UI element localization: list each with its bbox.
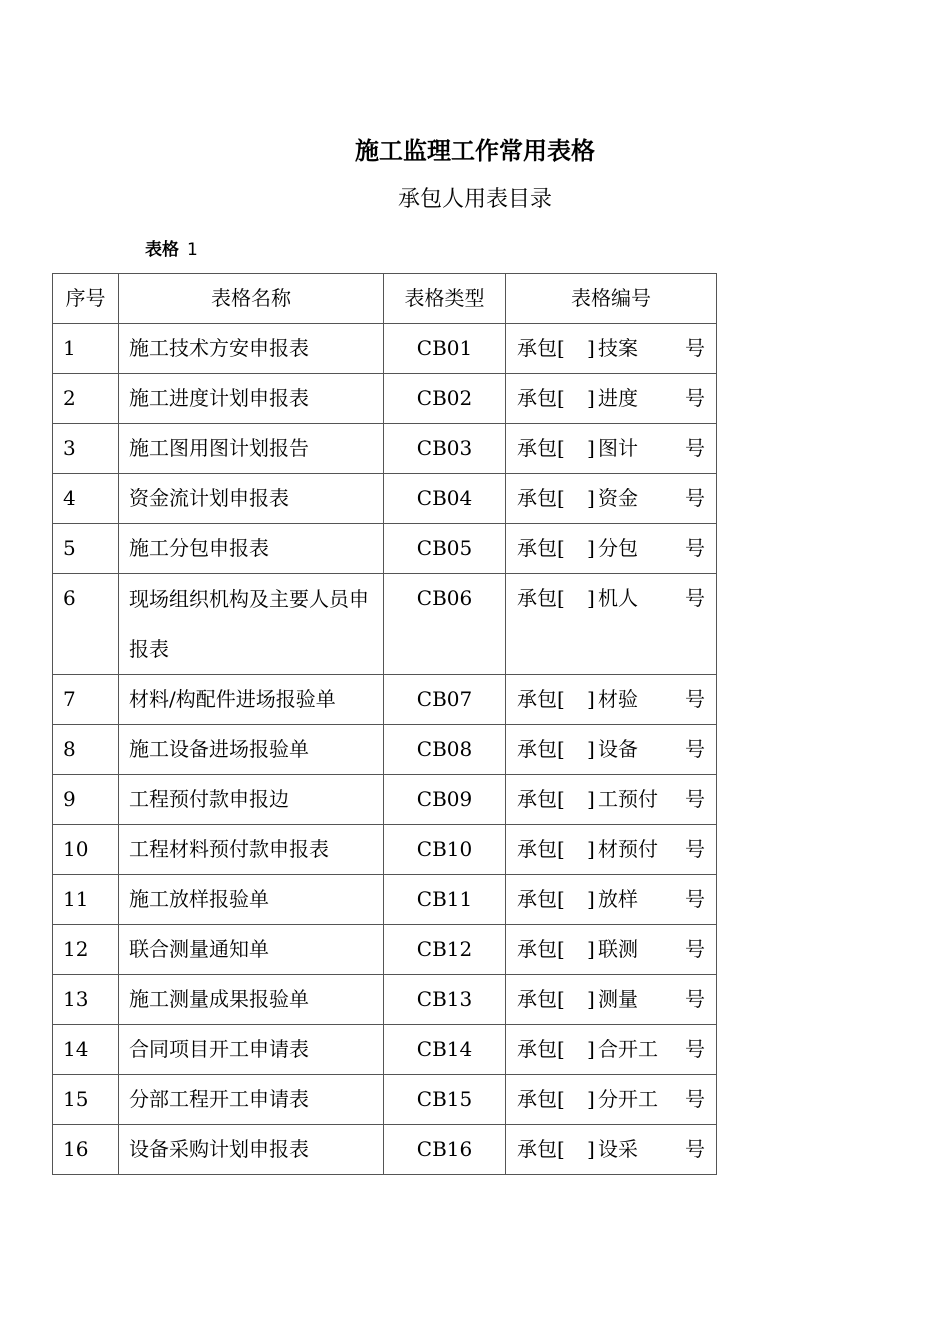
cell-form-name: 施工放样报验单 (119, 875, 384, 925)
cell-form-name: 工程预付款申报边 (119, 775, 384, 825)
table-row (53, 424, 717, 474)
table-row (53, 825, 717, 875)
table-row (53, 1075, 717, 1125)
table-caption (145, 236, 198, 264)
table-row (53, 725, 717, 775)
cell-form-name: 资金流计划申报表 (119, 474, 384, 524)
code-suffix: 号 (685, 1037, 705, 1061)
code-bracket: ] (587, 687, 595, 711)
cell-form-type: CB10 (384, 825, 506, 875)
table-row (53, 925, 717, 975)
code-prefix: 承包[ (517, 737, 565, 761)
cell-form-type: CB06 (384, 574, 506, 675)
cell-form-name: 施工进度计划申报表 (119, 374, 384, 424)
code-bracket: ] (587, 386, 595, 410)
cell-form-type: CB13 (384, 975, 506, 1025)
cell-no: 12 (53, 925, 119, 975)
code-suffix: 号 (685, 536, 705, 560)
code-prefix: 承包[ (517, 336, 565, 360)
cell-no: 13 (53, 975, 119, 1025)
cell-form-code (506, 875, 717, 925)
cell-form-type: CB05 (384, 524, 506, 574)
table-row (53, 1125, 717, 1175)
code-bracket: ] (587, 586, 595, 610)
cell-form-type: CB16 (384, 1125, 506, 1175)
code-suffix: 号 (685, 937, 705, 961)
cell-form-name: 现场组织机构及主要人员申报表 (119, 574, 384, 675)
cell-form-name: 联合测量通知单 (119, 925, 384, 975)
code-suffix: 号 (685, 436, 705, 460)
cell-form-code (506, 1075, 717, 1125)
table-row (53, 374, 717, 424)
code-prefix: 承包[ (517, 787, 565, 811)
code-bracket: ] (587, 536, 595, 560)
code-bracket: ] (587, 486, 595, 510)
cell-form-type: CB14 (384, 1025, 506, 1075)
code-abbreviation: 分开工 (598, 1087, 658, 1111)
code-abbreviation: 联测 (598, 937, 638, 961)
code-abbreviation: 工预付 (598, 787, 658, 811)
cell-form-code (506, 1125, 717, 1175)
cell-form-name: 施工技术方安申报表 (119, 324, 384, 374)
cell-form-type: CB02 (384, 374, 506, 424)
cell-form-name: 施工分包申报表 (119, 524, 384, 574)
cell-form-type: CB09 (384, 775, 506, 825)
cell-form-type: CB08 (384, 725, 506, 775)
cell-no: 5 (53, 524, 119, 574)
code-abbreviation: 机人 (598, 586, 638, 610)
code-suffix: 号 (685, 586, 705, 610)
cell-form-code (506, 324, 717, 374)
code-abbreviation: 材验 (598, 687, 638, 711)
page-subtitle: 承包人用表目录 (397, 187, 552, 212)
table-row (53, 474, 717, 524)
code-bracket: ] (587, 887, 595, 911)
code-bracket: ] (587, 1087, 595, 1111)
table-row (53, 675, 717, 725)
cell-form-code (506, 524, 717, 574)
table-row (53, 574, 717, 675)
cell-no: 7 (53, 675, 119, 725)
code-abbreviation: 材预付 (598, 837, 658, 861)
cell-form-type: CB15 (384, 1075, 506, 1125)
cell-no: 14 (53, 1025, 119, 1075)
cell-form-code (506, 1025, 717, 1075)
cell-form-code (506, 374, 717, 424)
forms-table (52, 273, 717, 1175)
cell-form-code (506, 975, 717, 1025)
code-suffix: 号 (685, 486, 705, 510)
code-prefix: 承包[ (517, 837, 565, 861)
table-row (53, 1025, 717, 1075)
cell-form-code (506, 424, 717, 474)
code-prefix: 承包[ (517, 386, 565, 410)
table-body (53, 324, 717, 1175)
cell-no: 8 (53, 725, 119, 775)
code-bracket: ] (587, 837, 595, 861)
code-bracket: ] (587, 987, 595, 1011)
code-prefix: 承包[ (517, 586, 565, 610)
cell-form-name: 设备采购计划申报表 (119, 1125, 384, 1175)
cell-no: 3 (53, 424, 119, 474)
code-prefix: 承包[ (517, 937, 565, 961)
page-title: 施工监理工作常用表格 (355, 136, 595, 165)
cell-form-name: 施工设备进场报验单 (119, 725, 384, 775)
cell-form-code (506, 775, 717, 825)
cell-form-type: CB11 (384, 875, 506, 925)
cell-form-code (506, 675, 717, 725)
code-suffix: 号 (685, 887, 705, 911)
cell-form-code (506, 725, 717, 775)
cell-no: 6 (53, 574, 119, 675)
code-prefix: 承包[ (517, 887, 565, 911)
code-suffix: 号 (685, 687, 705, 711)
table-caption-label: 表格 (145, 240, 179, 260)
cell-form-type: CB04 (384, 474, 506, 524)
table-row (53, 875, 717, 925)
table-row (53, 775, 717, 825)
code-suffix: 号 (685, 837, 705, 861)
code-prefix: 承包[ (517, 1087, 565, 1111)
cell-form-type: CB03 (384, 424, 506, 474)
cell-no: 11 (53, 875, 119, 925)
code-prefix: 承包[ (517, 536, 565, 560)
table-row (53, 975, 717, 1025)
code-bracket: ] (587, 436, 595, 460)
cell-form-type: CB12 (384, 925, 506, 975)
cell-form-name: 施工测量成果报验单 (119, 975, 384, 1025)
cell-form-code (506, 925, 717, 975)
code-suffix: 号 (685, 987, 705, 1011)
header-type: 表格类型 (384, 274, 506, 324)
code-abbreviation: 设采 (598, 1137, 638, 1161)
code-suffix: 号 (685, 1087, 705, 1111)
cell-form-name: 材料/构配件进场报验单 (119, 675, 384, 725)
code-abbreviation: 图计 (598, 436, 638, 460)
cell-form-code (506, 825, 717, 875)
cell-form-code (506, 574, 717, 675)
header-no: 序号 (53, 274, 119, 324)
cell-no: 16 (53, 1125, 119, 1175)
code-bracket: ] (587, 1137, 595, 1161)
code-bracket: ] (587, 937, 595, 961)
code-bracket: ] (587, 737, 595, 761)
code-prefix: 承包[ (517, 1137, 565, 1161)
cell-form-type: CB07 (384, 675, 506, 725)
code-abbreviation: 分包 (598, 536, 638, 560)
code-prefix: 承包[ (517, 987, 565, 1011)
cell-form-name: 合同项目开工申请表 (119, 1025, 384, 1075)
code-abbreviation: 进度 (598, 386, 638, 410)
code-abbreviation: 放样 (598, 887, 638, 911)
cell-no: 1 (53, 324, 119, 374)
cell-form-name: 施工图用图计划报告 (119, 424, 384, 474)
cell-no: 9 (53, 775, 119, 825)
header-name: 表格名称 (119, 274, 384, 324)
cell-form-name: 分部工程开工申请表 (119, 1075, 384, 1125)
cell-no: 10 (53, 825, 119, 875)
code-abbreviation: 设备 (598, 737, 638, 761)
cell-form-type: CB01 (384, 324, 506, 374)
code-suffix: 号 (685, 1137, 705, 1161)
header-code: 表格编号 (506, 274, 717, 324)
code-abbreviation: 合开工 (598, 1037, 658, 1061)
cell-no: 15 (53, 1075, 119, 1125)
table-row (53, 524, 717, 574)
code-suffix: 号 (685, 787, 705, 811)
code-suffix: 号 (685, 386, 705, 410)
code-bracket: ] (587, 336, 595, 360)
cell-form-code (506, 474, 717, 524)
code-bracket: ] (587, 1037, 595, 1061)
code-abbreviation: 资金 (598, 486, 638, 510)
code-suffix: 号 (685, 336, 705, 360)
code-prefix: 承包[ (517, 436, 565, 460)
code-abbreviation: 技案 (598, 336, 638, 360)
table-row (53, 324, 717, 374)
code-bracket: ] (587, 787, 595, 811)
table-header-row (53, 274, 717, 324)
code-suffix: 号 (685, 737, 705, 761)
cell-form-name: 工程材料预付款申报表 (119, 825, 384, 875)
code-prefix: 承包[ (517, 687, 565, 711)
cell-no: 4 (53, 474, 119, 524)
code-prefix: 承包[ (517, 486, 565, 510)
code-prefix: 承包[ (517, 1037, 565, 1061)
cell-no: 2 (53, 374, 119, 424)
code-abbreviation: 测量 (598, 987, 638, 1011)
table-caption-number: 1 (187, 240, 198, 260)
